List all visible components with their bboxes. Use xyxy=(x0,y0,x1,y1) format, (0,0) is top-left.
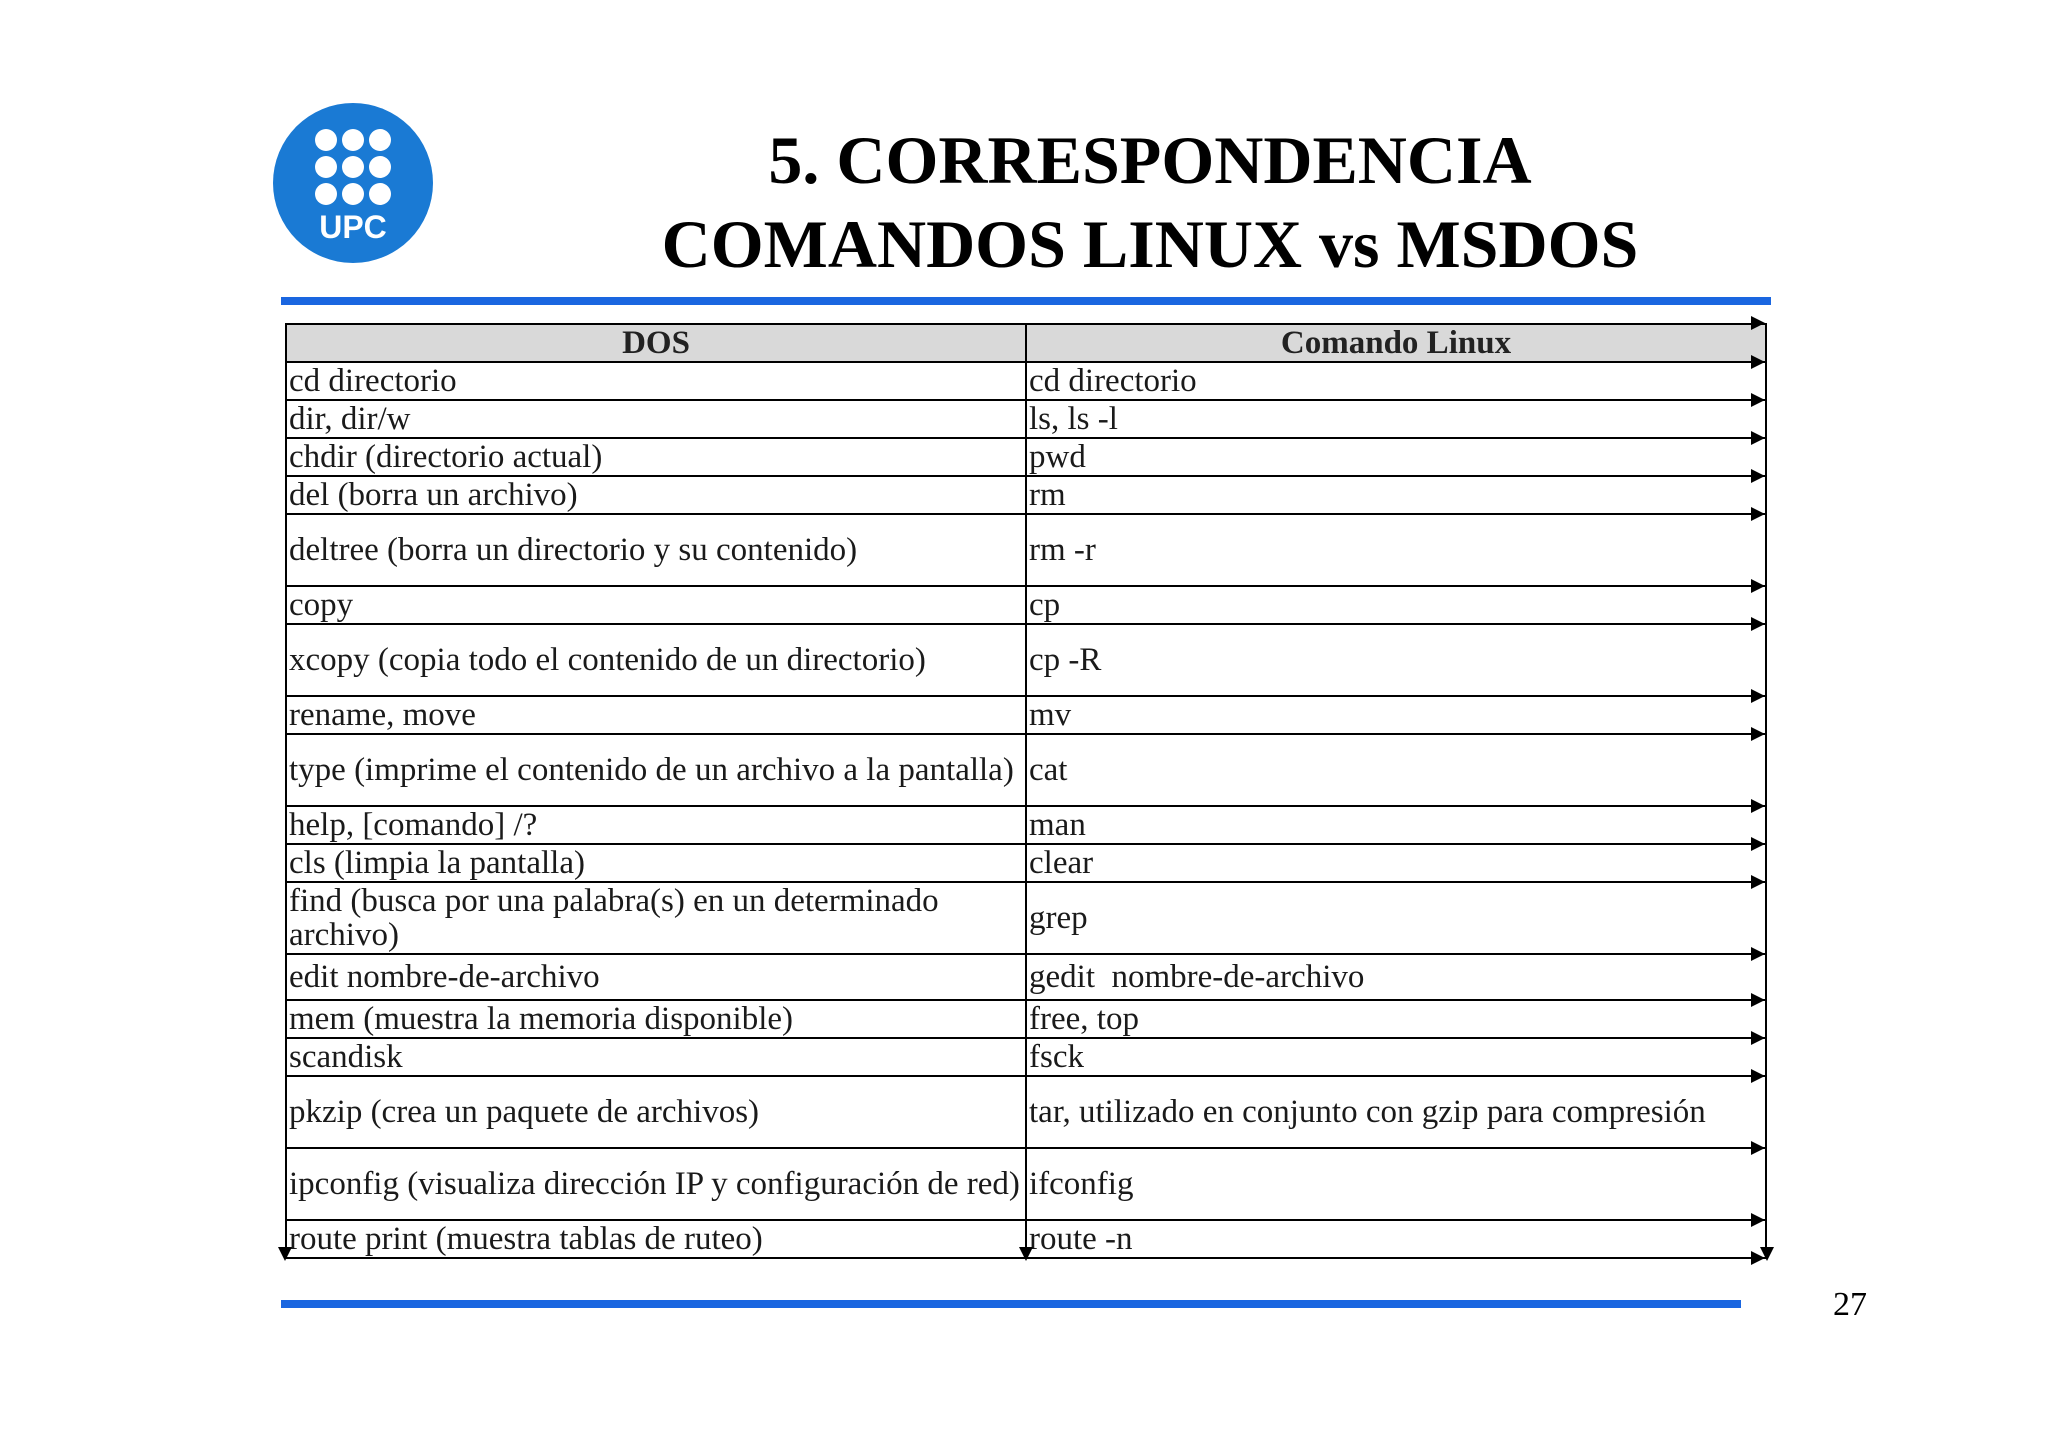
dos-cell: chdir (directorio actual) xyxy=(286,438,1026,476)
dos-cell: help, [comando] /? xyxy=(286,806,1026,844)
linux-cell: free, top xyxy=(1026,1000,1766,1038)
bottom-rule xyxy=(281,1300,1741,1308)
header-dos: DOS xyxy=(286,324,1026,362)
dos-cell: cls (limpia la pantalla) xyxy=(286,844,1026,882)
row-arrow-marker xyxy=(1751,617,1765,631)
dos-cell: copy xyxy=(286,586,1026,624)
dos-cell: scandisk xyxy=(286,1038,1026,1076)
linux-cell: man xyxy=(1026,806,1766,844)
linux-cell: cp -R xyxy=(1026,624,1766,696)
column-arrow-marker xyxy=(1019,1247,1033,1261)
row-arrow-marker xyxy=(1751,1141,1765,1155)
row-arrow-marker xyxy=(1751,837,1765,851)
column-arrow-marker xyxy=(278,1247,292,1261)
dos-cell: deltree (borra un directorio y su contenido) xyxy=(286,514,1026,586)
row-arrow-marker xyxy=(1751,1031,1765,1045)
page-title xyxy=(560,118,1740,286)
header-linux: Comando Linux xyxy=(1026,324,1766,362)
linux-cell: cat xyxy=(1026,734,1766,806)
dos-cell: ipconfig (visualiza dirección IP y configuración de red) xyxy=(286,1148,1026,1220)
dos-cell: rename, move xyxy=(286,696,1026,734)
linux-cell: gedit nombre-de-archivo xyxy=(1026,954,1766,1000)
row-arrow-marker xyxy=(1751,1213,1765,1227)
header-row xyxy=(286,324,1766,362)
table-row xyxy=(286,734,1766,806)
row-arrow-marker xyxy=(1751,507,1765,521)
row-arrow-marker xyxy=(1751,689,1765,703)
dos-cell: type (imprime el contenido de un archivo a la pantalla) xyxy=(286,734,1026,806)
dos-cell: mem (muestra la memoria disponible) xyxy=(286,1000,1026,1038)
row-arrow-marker xyxy=(1751,875,1765,889)
upc-logo xyxy=(258,88,448,278)
dos-cell: find (busca por una palabra(s) en un determinado archivo) xyxy=(286,882,1026,954)
upc-logo-icon xyxy=(258,88,448,278)
table-row xyxy=(286,1000,1766,1038)
table-row xyxy=(286,1148,1766,1220)
table-row xyxy=(286,844,1766,882)
title-line-2: COMANDOS LINUX vs MSDOS xyxy=(661,206,1639,282)
linux-cell: mv xyxy=(1026,696,1766,734)
linux-cell: cp xyxy=(1026,586,1766,624)
top-rule xyxy=(281,297,1771,305)
row-arrow-marker xyxy=(1751,947,1765,961)
linux-cell: tar, utilizado en conjunto con gzip para compresión xyxy=(1026,1076,1766,1148)
row-arrow-marker xyxy=(1751,316,1765,330)
page-number: 27 xyxy=(1833,1286,1867,1323)
dos-cell: xcopy (copia todo el contenido de un directorio) xyxy=(286,624,1026,696)
table-row xyxy=(286,624,1766,696)
linux-cell: pwd xyxy=(1026,438,1766,476)
row-arrow-marker xyxy=(1751,579,1765,593)
dos-cell: pkzip (crea un paquete de archivos) xyxy=(286,1076,1026,1148)
linux-cell: cd directorio xyxy=(1026,362,1766,400)
linux-cell: grep xyxy=(1026,882,1766,954)
dos-cell: route print (muestra tablas de ruteo) xyxy=(286,1220,1026,1258)
linux-cell: rm xyxy=(1026,476,1766,514)
linux-cell: ifconfig xyxy=(1026,1148,1766,1220)
comparison-table xyxy=(285,323,1767,1259)
table-row xyxy=(286,1038,1766,1076)
row-arrow-marker xyxy=(1751,431,1765,445)
row-arrow-marker xyxy=(1751,993,1765,1007)
column-arrow-marker xyxy=(1760,1247,1774,1261)
dos-cell: edit nombre-de-archivo xyxy=(286,954,1026,1000)
row-arrow-marker xyxy=(1751,727,1765,741)
row-arrow-marker xyxy=(1751,799,1765,813)
linux-cell: clear xyxy=(1026,844,1766,882)
dos-cell: del (borra un archivo) xyxy=(286,476,1026,514)
dos-cell: dir, dir/w xyxy=(286,400,1026,438)
table-row xyxy=(286,806,1766,844)
table-row xyxy=(286,1076,1766,1148)
row-arrow-marker xyxy=(1751,355,1765,369)
dos-cell: cd directorio xyxy=(286,362,1026,400)
table-row xyxy=(286,400,1766,438)
table-row xyxy=(286,954,1766,1000)
row-arrow-marker xyxy=(1751,393,1765,407)
title-line-1: 5. CORRESPONDENCIA xyxy=(768,122,1532,198)
linux-cell: route -n xyxy=(1026,1220,1766,1258)
row-arrow-marker xyxy=(1751,1069,1765,1083)
table-row xyxy=(286,586,1766,624)
svg-text:UPC: UPC xyxy=(319,209,387,245)
linux-cell: rm -r xyxy=(1026,514,1766,586)
linux-cell: fsck xyxy=(1026,1038,1766,1076)
table-row xyxy=(286,696,1766,734)
table-row xyxy=(286,476,1766,514)
table-row xyxy=(286,882,1766,954)
linux-cell: ls, ls -l xyxy=(1026,400,1766,438)
table-row xyxy=(286,362,1766,400)
table-row xyxy=(286,514,1766,586)
row-arrow-marker xyxy=(1751,469,1765,483)
table-row xyxy=(286,438,1766,476)
